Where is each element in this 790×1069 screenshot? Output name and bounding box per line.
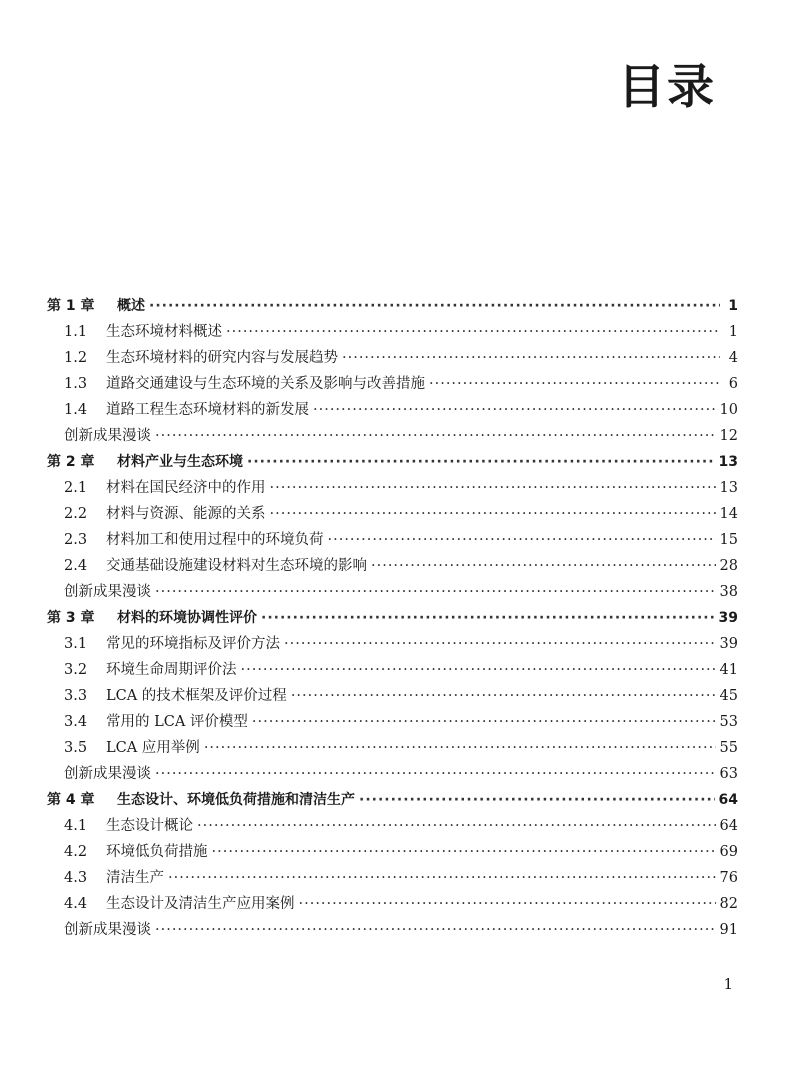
dot-leader <box>168 865 716 891</box>
toc-entry-number: 第 4 章 <box>47 792 95 808</box>
toc-section-entry[interactable] <box>47 891 738 917</box>
toc-entry-number: 2.4 <box>64 558 88 574</box>
toc-entry-page: 13 <box>718 454 738 470</box>
toc-entry-number: 1.4 <box>64 402 88 418</box>
toc-section-entry[interactable] <box>47 345 738 371</box>
toc-entry-page: 1 <box>728 298 738 314</box>
dot-leader <box>299 891 716 917</box>
toc-entry-number: 第 1 章 <box>47 298 95 314</box>
toc-entry-number: 2.3 <box>64 532 88 548</box>
toc-entry-number: 3.2 <box>64 662 88 678</box>
dot-leader <box>155 917 716 943</box>
toc-section-entry[interactable] <box>47 683 738 709</box>
toc-sub-entry[interactable] <box>47 423 738 449</box>
toc-entry-number: 4.3 <box>64 870 88 886</box>
toc-entry-number: 3.1 <box>64 636 88 652</box>
dot-leader <box>342 345 720 371</box>
toc-sub-entry[interactable] <box>47 917 738 943</box>
toc-section-entry[interactable] <box>47 709 738 735</box>
toc-section-entry[interactable] <box>47 501 738 527</box>
toc-entry-number: 2.1 <box>64 480 88 496</box>
toc-entry-number: 3.5 <box>64 740 88 756</box>
dot-leader <box>155 579 716 605</box>
toc-entry-title: 材料产业与生态环境 <box>117 454 243 470</box>
toc-sub-entry[interactable] <box>47 761 738 787</box>
toc-entry-title: 道路工程生态环境材料的新发展 <box>106 402 309 418</box>
table-of-contents <box>47 293 738 943</box>
toc-entry-number: 4.4 <box>64 896 88 912</box>
toc-entry-title: 材料与资源、能源的关系 <box>106 506 266 522</box>
toc-entry-page: 45 <box>719 688 738 704</box>
toc-entry-title: 材料的环境协调性评价 <box>117 610 257 626</box>
toc-entry-page: 13 <box>719 480 738 496</box>
toc-section-entry[interactable] <box>47 371 738 397</box>
dot-leader <box>155 423 716 449</box>
toc-entry-title: 生态环境材料的研究内容与发展趋势 <box>106 350 338 366</box>
toc-section-entry[interactable] <box>47 553 738 579</box>
toc-entry-number: 第 2 章 <box>47 454 95 470</box>
toc-entry-page: 64 <box>718 792 738 808</box>
dot-leader <box>197 813 716 839</box>
toc-entry-title: 道路交通建设与生态环境的关系及影响与改善措施 <box>106 376 425 392</box>
toc-entry-title: LCA 的技术框架及评价过程 <box>106 688 287 704</box>
toc-section-entry[interactable] <box>47 527 738 553</box>
toc-entry-page: 69 <box>719 844 738 860</box>
toc-section-entry[interactable] <box>47 813 738 839</box>
toc-entry-title: 生态设计概论 <box>106 818 193 834</box>
toc-entry-number: 3.4 <box>64 714 88 730</box>
dot-leader <box>252 709 716 735</box>
dot-leader <box>204 735 716 761</box>
dot-leader <box>155 761 716 787</box>
toc-entry-title: LCA 应用举例 <box>106 740 200 756</box>
toc-entry-title: 材料加工和使用过程中的环境负荷 <box>106 532 324 548</box>
toc-entry-page: 63 <box>719 766 738 782</box>
toc-chapter-entry[interactable] <box>47 787 738 813</box>
toc-entry-page: 55 <box>719 740 738 756</box>
toc-entry-page: 12 <box>719 428 738 444</box>
toc-entry-page: 10 <box>719 402 738 418</box>
toc-entry-title: 常见的环境指标及评价方法 <box>106 636 280 652</box>
toc-chapter-entry[interactable] <box>47 605 738 631</box>
toc-section-entry[interactable] <box>47 475 738 501</box>
toc-entry-page: 28 <box>719 558 738 574</box>
dot-leader <box>241 657 716 683</box>
toc-entry-number: 4.1 <box>64 818 88 834</box>
toc-entry-title: 交通基础设施建设材料对生态环境的影响 <box>106 558 367 574</box>
toc-entry-title: 常用的 LCA 评价模型 <box>106 714 248 730</box>
toc-entry-title: 材料在国民经济中的作用 <box>106 480 266 496</box>
toc-section-entry[interactable] <box>47 657 738 683</box>
dot-leader <box>371 553 716 579</box>
toc-entry-page: 39 <box>719 636 738 652</box>
toc-sub-entry[interactable] <box>47 579 738 605</box>
toc-entry-title: 生态设计及清洁生产应用案例 <box>106 896 295 912</box>
toc-entry-title: 创新成果漫谈 <box>64 922 151 938</box>
toc-entry-title: 创新成果漫谈 <box>64 428 151 444</box>
toc-entry-page: 14 <box>719 506 738 522</box>
dot-leader <box>328 527 716 553</box>
toc-entry-title: 创新成果漫谈 <box>64 766 151 782</box>
toc-entry-title: 环境生命周期评价法 <box>106 662 237 678</box>
dot-leader <box>359 787 715 813</box>
toc-entry-page: 82 <box>719 896 738 912</box>
toc-entry-page: 4 <box>728 350 738 366</box>
toc-chapter-entry[interactable] <box>47 449 738 475</box>
toc-entry-number: 2.2 <box>64 506 88 522</box>
dot-leader <box>429 371 720 397</box>
toc-entry-page: 38 <box>719 584 738 600</box>
toc-section-entry[interactable] <box>47 839 738 865</box>
toc-entry-title: 概述 <box>117 298 145 314</box>
toc-section-entry[interactable] <box>47 319 738 345</box>
toc-entry-number: 3.3 <box>64 688 88 704</box>
dot-leader <box>270 501 716 527</box>
toc-entry-page: 41 <box>719 662 738 678</box>
toc-section-entry[interactable] <box>47 865 738 891</box>
toc-entry-number: 第 3 章 <box>47 610 95 626</box>
toc-entry-page: 39 <box>718 610 738 626</box>
toc-entry-page: 53 <box>719 714 738 730</box>
toc-entry-title: 创新成果漫谈 <box>64 584 151 600</box>
toc-section-entry[interactable] <box>47 397 738 423</box>
toc-entry-page: 1 <box>728 324 738 340</box>
toc-entry-number: 1.2 <box>64 350 88 366</box>
toc-entry-page: 6 <box>728 376 738 392</box>
dot-leader <box>291 683 716 709</box>
toc-entry-number: 1.1 <box>64 324 88 340</box>
toc-entry-page: 64 <box>719 818 738 834</box>
dot-leader <box>261 605 715 631</box>
dot-leader <box>212 839 716 865</box>
dot-leader <box>247 449 715 475</box>
toc-entry-title: 环境低负荷措施 <box>106 844 208 860</box>
toc-entry-number: 1.3 <box>64 376 88 392</box>
page-title: 目录 <box>618 60 716 115</box>
toc-entry-title: 清洁生产 <box>106 870 164 886</box>
toc-entry-page: 76 <box>719 870 738 886</box>
toc-entry-title: 生态设计、环境低负荷措施和清洁生产 <box>117 792 355 808</box>
toc-section-entry[interactable] <box>47 631 738 657</box>
toc-entry-page: 91 <box>719 922 738 938</box>
toc-chapter-entry[interactable] <box>47 293 738 319</box>
dot-leader <box>284 631 716 657</box>
toc-entry-number: 4.2 <box>64 844 88 860</box>
page-number: 1 <box>723 975 733 993</box>
toc-section-entry[interactable] <box>47 735 738 761</box>
dot-leader <box>270 475 716 501</box>
toc-entry-title: 生态环境材料概述 <box>106 324 222 340</box>
toc-entry-page: 15 <box>719 532 738 548</box>
dot-leader <box>149 293 720 319</box>
dot-leader <box>226 319 720 345</box>
dot-leader <box>313 397 716 423</box>
